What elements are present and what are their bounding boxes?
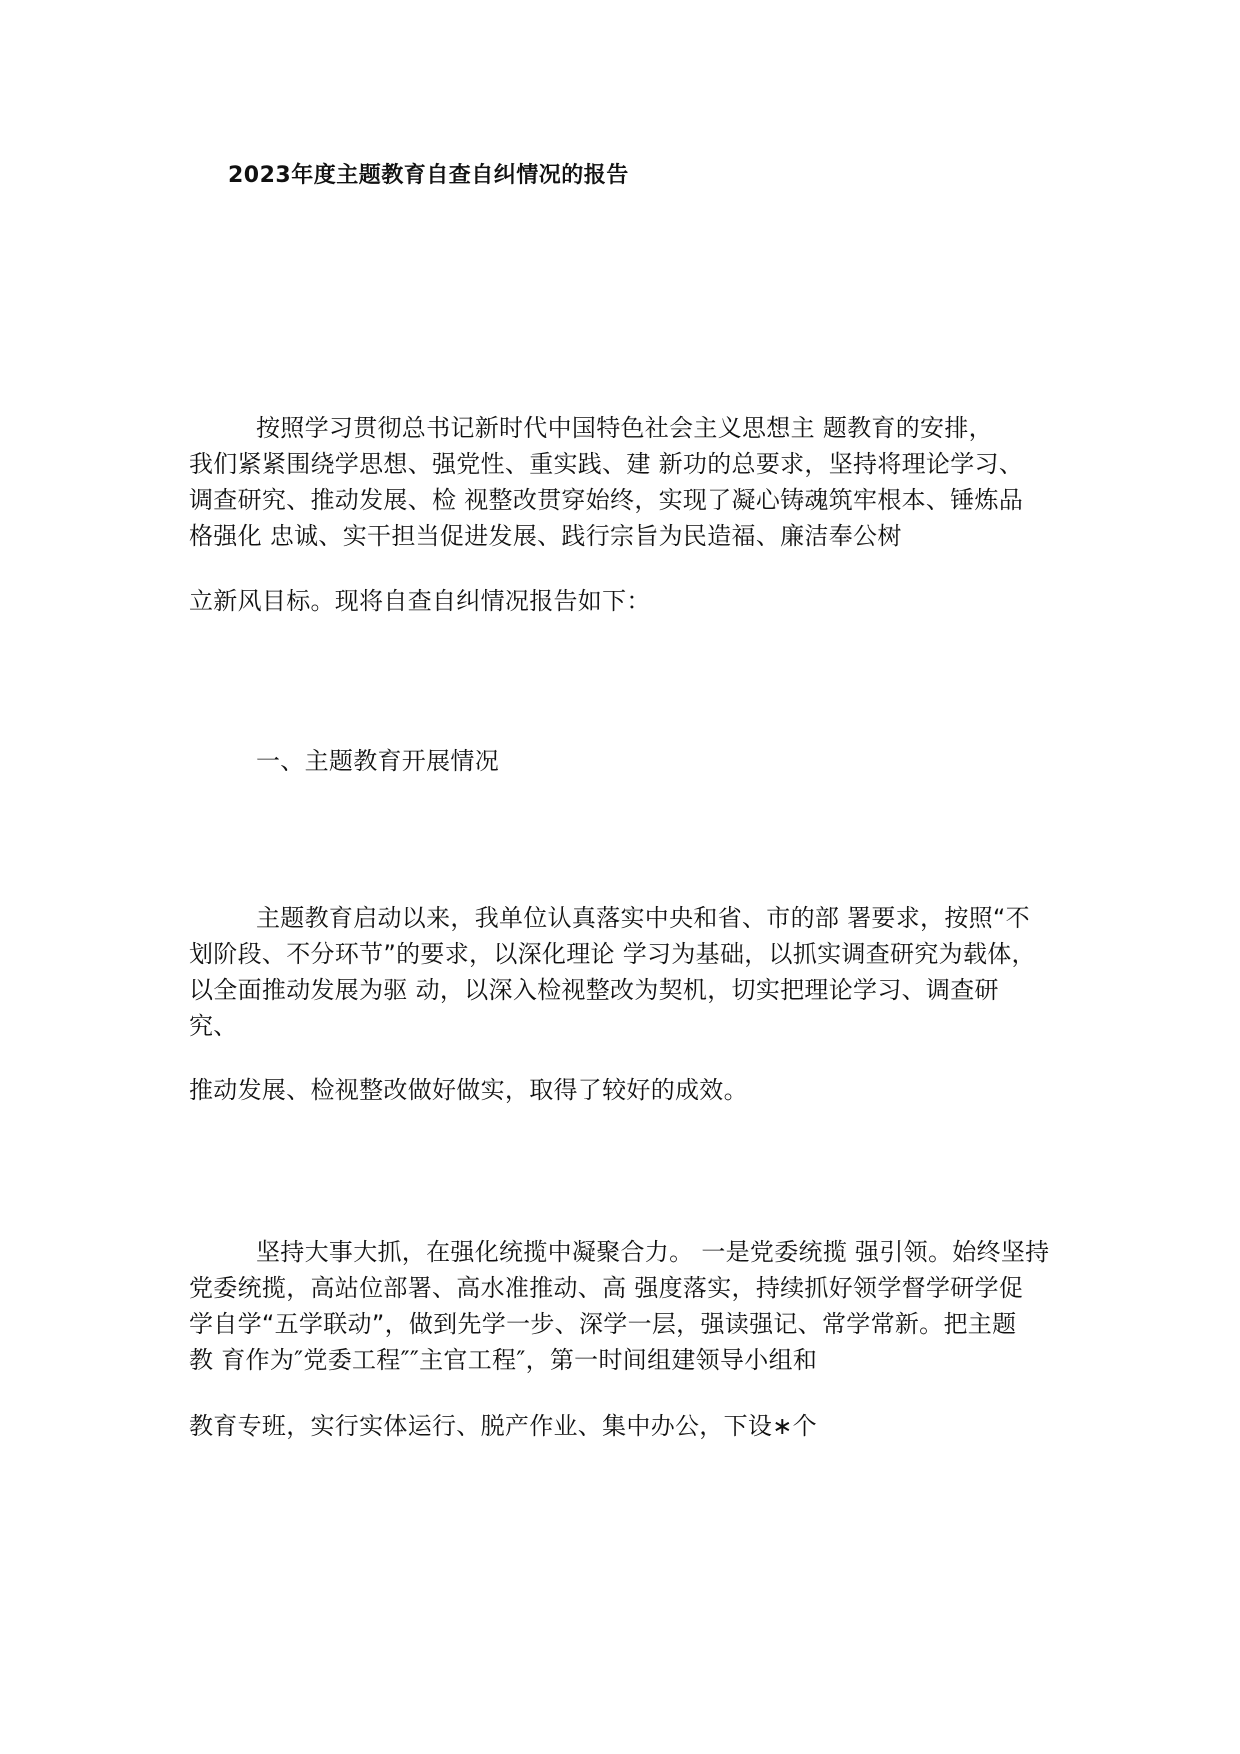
- para3-line-1: 坚持大事大抓，在强化统揽中凝聚合力。 一是党委统揽 强引领。始终坚持: [256, 1238, 1050, 1266]
- para2-line-1: 主题教育启动以来，我单位认真落实中央和省、市的部 署要求，按照“不: [256, 904, 1030, 932]
- para2-line-2: 划阶段、不分环节”的要求，以深化理论 学习为基础，以抓实调查研究为载体，: [189, 940, 1036, 968]
- para3-line-3: 学自学“五学联动”，做到先学一步、深学一层，强读强记、常学常新。把主题: [189, 1310, 1017, 1338]
- para2-line-3: 以全面推动发展为驱 动，以深入检视整改为契机，切实把理论学习、调查研: [189, 976, 999, 1004]
- intro-line-3: 调查研究、推动发展、检 视整改贯穿始终，实现了凝心铸魂筑牢根本、锤炼品: [189, 486, 1024, 514]
- intro-line-4: 格强化 忠诚、实干担当促进发展、践行宗旨为民造福、廉洁奉公树: [189, 522, 902, 550]
- para2-line-5: 推动发展、检视整改做好做实，取得了较好的成效。: [189, 1076, 748, 1104]
- para3-line-5: 教育专班，实行实体运行、脱产作业、集中办公，下设∗个: [189, 1412, 817, 1440]
- para3-line-4: 教 育作为″党委工程″″主官工程″，第一时间组建领导小组和: [189, 1346, 818, 1374]
- document-title: 2023年度主题教育自查自纠情况的报告: [228, 163, 629, 188]
- section-heading-1: 一、主题教育开展情况: [256, 747, 499, 775]
- intro-line-1: 按照学习贯彻总书记新时代中国特色社会主义思想主 题教育的安排，: [256, 414, 993, 442]
- para2-line-4: 究、: [189, 1012, 238, 1040]
- intro-line-2: 我们紧紧围绕学思想、强党性、重实践、建 新功的总要求，坚持将理论学习、: [189, 450, 1024, 478]
- intro-line-5: 立新风目标。现将自查自纠情况报告如下：: [189, 587, 651, 615]
- para3-line-2: 党委统揽，高站位部署、高水准推动、高 强度落实，持续抓好领学督学研学促: [189, 1274, 1024, 1302]
